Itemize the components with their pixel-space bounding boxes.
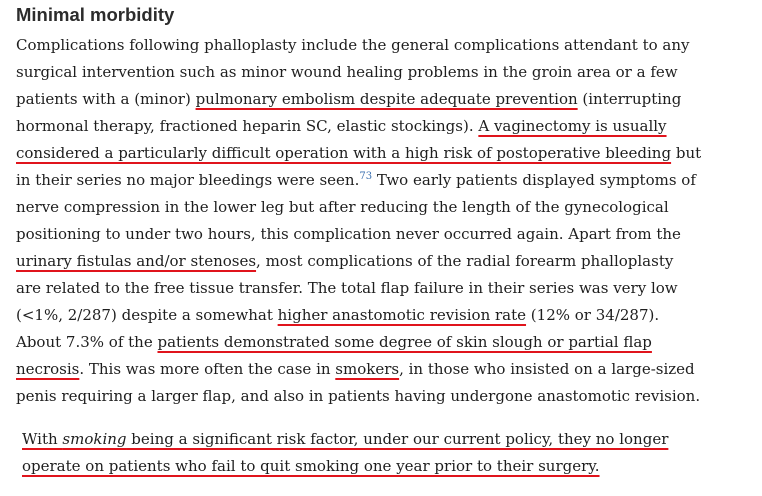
highlighted-phrase: smokers (335, 360, 400, 378)
highlighted-phrase: urinary fistulas and/or stenoses (16, 252, 257, 270)
paragraph-line (16, 142, 701, 164)
text-segment: patients with a (minor) (16, 90, 196, 108)
paragraph-line (16, 34, 689, 56)
text-segment: (interrupting (577, 90, 682, 108)
paragraph-line (16, 223, 681, 245)
text-segment: . This was more often the case in (79, 360, 336, 378)
highlighted-phrase: considered a particularly difficult operation with a high risk of postoperative bleeding (16, 144, 672, 162)
paragraph-line (16, 277, 678, 299)
highlighted-phrase: higher anastomotic revision rate (277, 306, 527, 324)
paragraph-line (16, 304, 659, 326)
highlighted-phrase: With (22, 430, 63, 448)
highlighted-phrase-italic: smoking (62, 430, 127, 448)
highlighted-phrase: being a significant risk factor, under our current policy, they no longer (126, 430, 669, 448)
text-segment: , most complications of the radial forearm phalloplasty (256, 252, 674, 270)
paragraph-line (22, 428, 668, 450)
text-segment: (<1%, 2/287) despite a somewhat (16, 306, 278, 324)
reference-link[interactable]: 73 (359, 171, 373, 182)
text-segment: Complications following phalloplasty include the general complications attendant to any (16, 36, 690, 54)
text-segment: penis requiring a larger flap, and also in patients having undergone anastomotic revision. (16, 387, 701, 405)
text-segment: in their series no major bleedings were seen. (16, 171, 360, 189)
text-segment: hormonal therapy, fractioned heparin SC, elastic stockings). (16, 117, 479, 135)
text-segment: , in those who insisted on a large-sized (399, 360, 695, 378)
text-segment: positioning to under two hours, this complication never occurred again. Apart from the (16, 225, 681, 243)
highlighted-phrase: necrosis (16, 360, 80, 378)
paragraph-line (22, 455, 600, 477)
highlighted-phrase: patients demonstrated some degree of skin slough or partial flap (157, 333, 652, 351)
paragraph-line (16, 250, 673, 272)
text-segment: nerve compression in the lower leg but after reducing the length of the gynecological (16, 198, 669, 216)
paragraph-line (16, 88, 681, 110)
paragraph-line (16, 331, 652, 353)
text-segment: Two early patients displayed symptoms of (372, 171, 696, 189)
highlighted-phrase: pulmonary embolism despite adequate prevention (195, 90, 578, 108)
highlighted-phrase: A vaginectomy is usually (478, 117, 667, 135)
text-segment: (12% or 34/287). (526, 306, 660, 324)
text-segment: surgical intervention such as minor wound healing problems in the groin area or a few (16, 63, 678, 81)
text-segment: are related to the free tissue transfer. The total flap failure in their series was very low (16, 279, 678, 297)
paragraph-line (16, 115, 667, 137)
paragraph-line (16, 61, 678, 83)
paragraph-line (16, 196, 669, 218)
section-heading: Minimal morbidity (16, 4, 175, 25)
paragraph-line (16, 358, 695, 380)
paragraph-line (16, 385, 700, 407)
paragraph-line (16, 169, 696, 191)
text-segment: but (671, 144, 702, 162)
text-segment: About 7.3% of the (16, 333, 158, 351)
highlighted-phrase: operate on patients who fail to quit smoking one year prior to their surgery. (22, 457, 600, 475)
